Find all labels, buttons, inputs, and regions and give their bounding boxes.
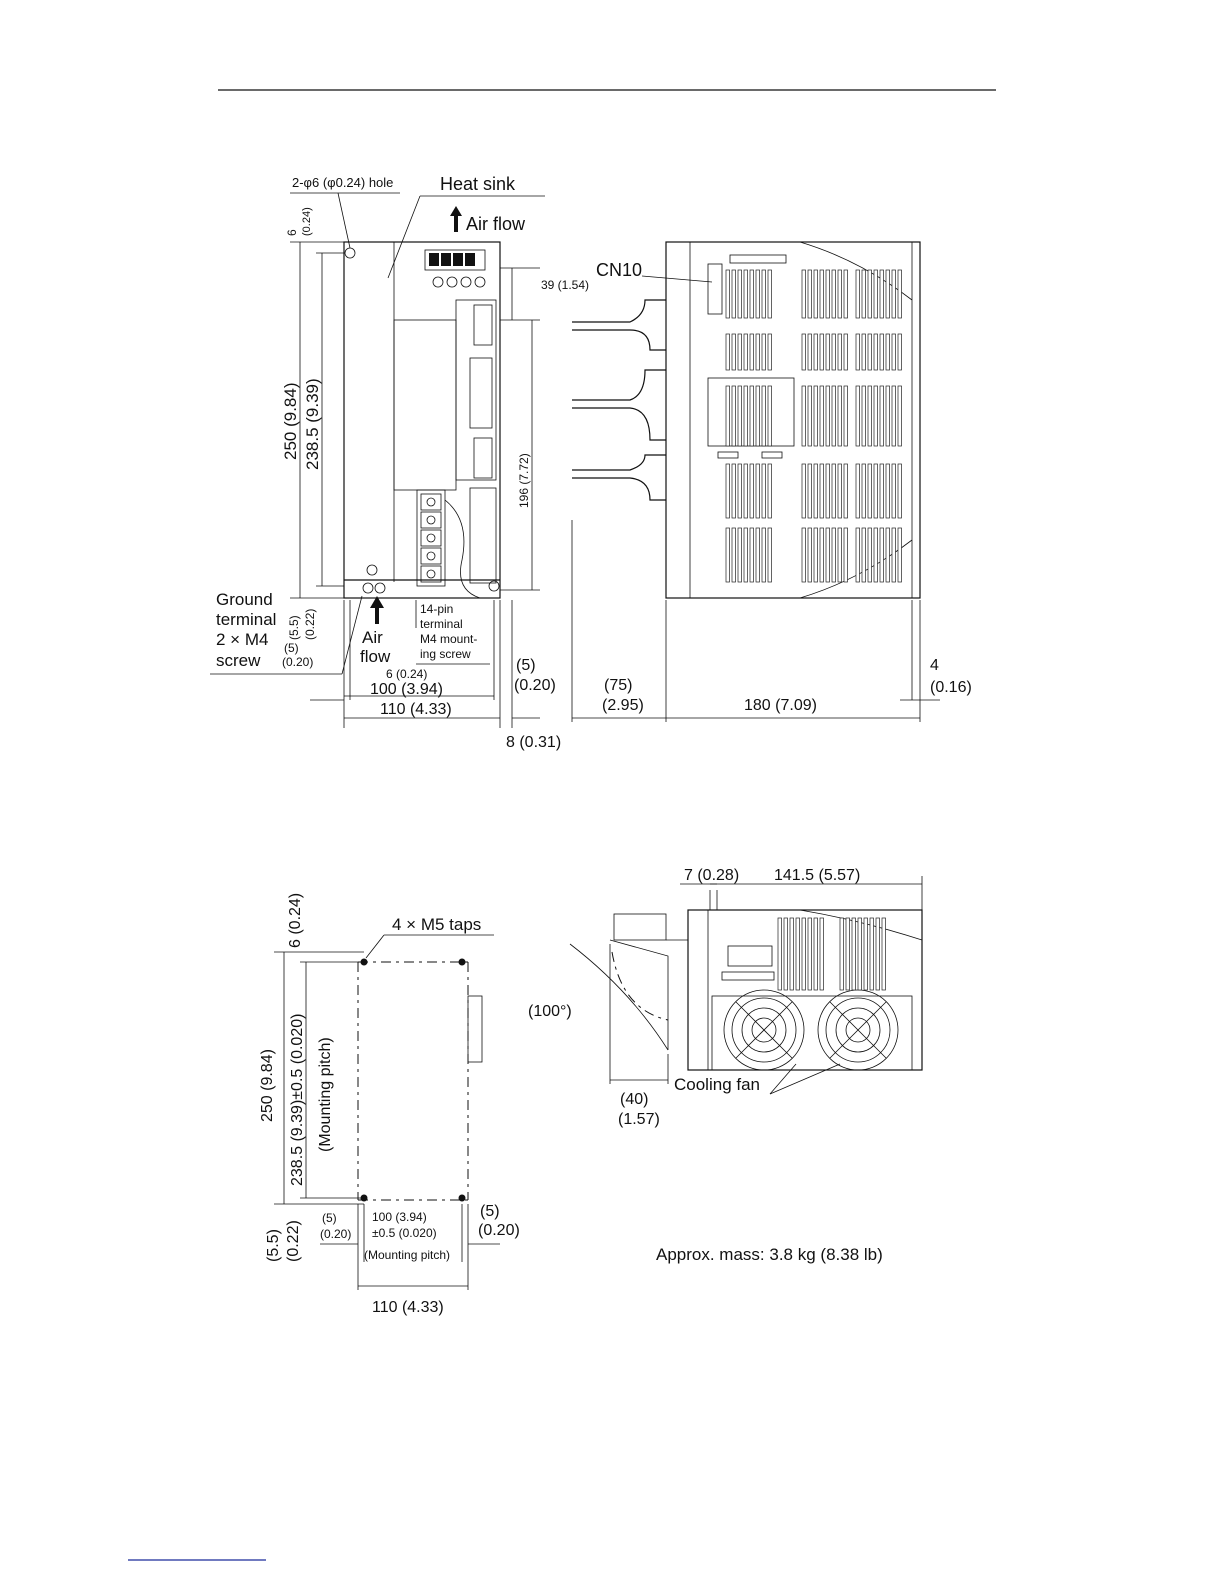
br-dim-40: (40) xyxy=(620,1091,649,1108)
dim-110: 110 (4.33) xyxy=(380,701,452,718)
dim-4: 4 xyxy=(930,657,939,674)
dim-39: 39 (1.54) xyxy=(541,278,590,292)
terminal-label-2: terminal xyxy=(420,617,463,631)
bl-dim-100: 100 (3.94) xyxy=(372,1210,427,1224)
bl-dim-238-5: 238.5 (9.39)±0.5 (0.020) xyxy=(289,1013,306,1186)
air-flow-top-label: Air flow xyxy=(466,214,526,234)
br-dim-1-57: (1.57) xyxy=(618,1111,660,1128)
dim-196: 196 (7.72) xyxy=(517,453,531,508)
dim-0-22: (0.22) xyxy=(303,608,317,640)
dim-2-95: (2.95) xyxy=(602,697,644,714)
ground-terminal-3: 2 × M4 xyxy=(216,630,269,649)
bl-dim-5: (5) xyxy=(322,1211,337,1225)
bl-dim-0-20: (0.20) xyxy=(320,1227,352,1241)
hole-label: 2-φ6 (φ0.24) hole xyxy=(292,175,394,190)
bl-dim-110: 110 (4.33) xyxy=(372,1299,444,1316)
ground-terminal-4: screw xyxy=(216,651,261,670)
ground-terminal-1: Ground xyxy=(216,590,273,609)
bl-mounting-pitch-h: (Mounting pitch) xyxy=(364,1248,451,1262)
cn10-label: CN10 xyxy=(596,260,643,280)
air-flow-bottom-2: flow xyxy=(360,647,391,666)
dim-0-20-right: (0.20) xyxy=(514,677,556,694)
br-dim-7: 7 (0.28) xyxy=(684,867,740,884)
bl-dim-6: 6 (0.24) xyxy=(287,892,304,948)
air-flow-bottom-1: Air xyxy=(362,628,383,647)
bl-dim-100-tol: ±0.5 (0.020) xyxy=(372,1226,437,1240)
dim-75: (75) xyxy=(604,677,633,694)
dim-250: 250 (9.84) xyxy=(281,382,300,460)
dim-0-20: (0.20) xyxy=(282,655,314,669)
bl-dim-0-20-right: (0.20) xyxy=(478,1222,520,1239)
dim-180: 180 (7.09) xyxy=(744,697,817,714)
terminal-label-1: 14-pin xyxy=(420,602,454,616)
terminal-label-4: ing screw xyxy=(420,647,471,661)
dim-5-5: (5.5) xyxy=(287,615,301,640)
mass-label: Approx. mass: 3.8 kg (8.38 lb) xyxy=(656,1245,883,1264)
bl-mounting-pitch-v: (Mounting pitch) xyxy=(317,1037,334,1152)
bl-dim-5-5: (5.5) xyxy=(265,1229,282,1262)
taps-label: 4 × M5 taps xyxy=(392,915,482,934)
fan-vents xyxy=(778,918,886,990)
br-dim-141-5: 141.5 (5.57) xyxy=(774,867,861,884)
ground-terminal-2: terminal xyxy=(216,610,277,629)
fan-view xyxy=(570,876,922,1094)
terminal-label-3: M4 mount- xyxy=(420,632,478,646)
side-vents xyxy=(726,270,902,582)
dim-6-in: (0.24) xyxy=(301,207,313,236)
bl-dim-0-22: (0.22) xyxy=(285,1220,302,1262)
dim-6: 6 xyxy=(285,229,299,236)
dim-8: 8 (0.31) xyxy=(506,734,562,751)
bl-dim-5-right: (5) xyxy=(480,1203,500,1220)
bl-dim-250: 250 (9.84) xyxy=(259,1049,276,1122)
dim-100: 100 (3.94) xyxy=(370,681,443,698)
dim-5-right: (5) xyxy=(516,657,536,674)
heat-sink-label: Heat sink xyxy=(440,174,516,194)
dim-5: (5) xyxy=(284,641,299,655)
dim-238-5: 238.5 (9.39) xyxy=(303,378,322,470)
cooling-fan-label: Cooling fan xyxy=(674,1075,761,1094)
dim-0-16: (0.16) xyxy=(930,679,972,696)
angle-label: (100°) xyxy=(528,1003,572,1020)
dim-6-024: 6 (0.24) xyxy=(386,667,428,681)
